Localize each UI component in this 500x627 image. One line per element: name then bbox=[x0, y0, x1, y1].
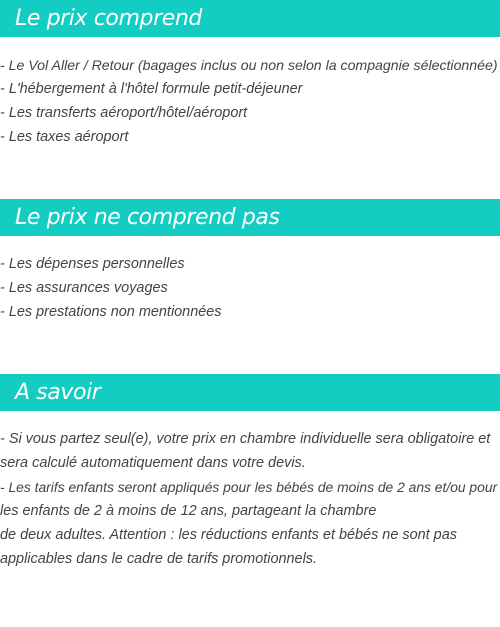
section-header-price-includes: Le prix comprend bbox=[0, 0, 500, 37]
text-line: - Les tarifs enfants seront appliqués pour les bébés de moins de 2 ans et/ou pour bbox=[0, 479, 498, 495]
list-item: - Les prestations non mentionnées bbox=[0, 304, 222, 320]
list-item: - Le Vol Aller / Retour (bagages inclus ou non selon la compagnie sélectionnée) bbox=[0, 57, 498, 73]
list-item: - Les assurances voyages bbox=[0, 280, 168, 296]
text-line: de deux adultes. Attention : les réductions enfants et bébés ne sont pas bbox=[0, 527, 457, 543]
list-item: - L'hébergement à l'hôtel formule petit-déjeuner bbox=[0, 81, 303, 97]
text-line: les enfants de 2 à moins de 12 ans, partageant la chambre bbox=[0, 503, 377, 519]
text-line: sera calculé automatiquement dans votre devis. bbox=[0, 455, 306, 471]
price-includes-list bbox=[0, 53, 500, 149]
price-excludes-list bbox=[0, 252, 500, 324]
text-line: applicables dans le cadre de tarifs promotionnels. bbox=[0, 551, 318, 567]
text-line: - Si vous partez seul(e), votre prix en chambre individuelle sera obligatoire et bbox=[0, 431, 491, 447]
list-item: - Les taxes aéroport bbox=[0, 129, 129, 145]
list-item: - Les dépenses personnelles bbox=[0, 256, 185, 272]
section-header-good-to-know: A savoir bbox=[0, 374, 500, 411]
good-to-know-text bbox=[0, 427, 500, 571]
section-header-price-excludes: Le prix ne comprend pas bbox=[0, 199, 500, 236]
list-item: - Les transferts aéroport/hôtel/aéroport bbox=[0, 105, 248, 121]
